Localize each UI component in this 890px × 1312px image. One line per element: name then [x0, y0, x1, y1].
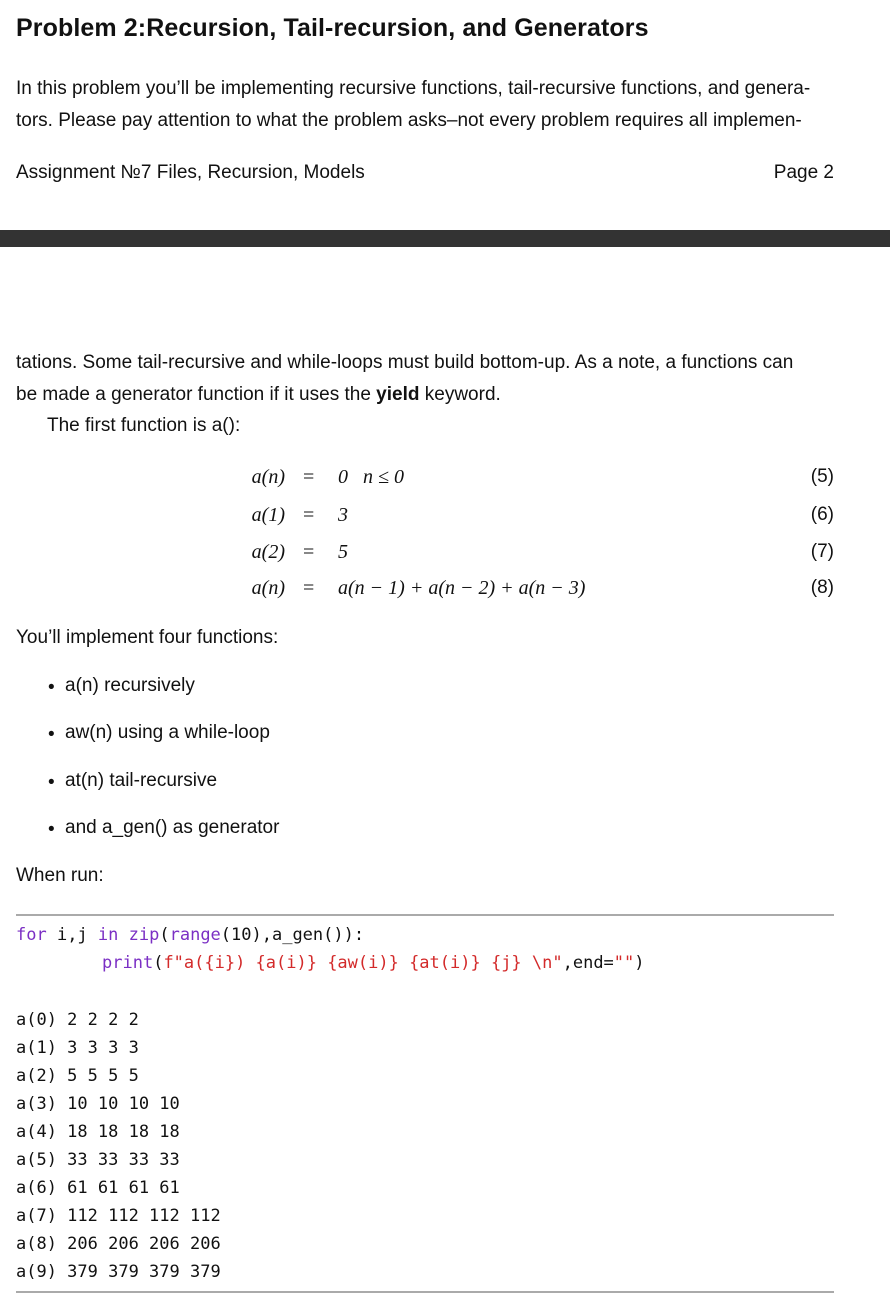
bullet-icon: •: [48, 772, 55, 793]
intro-line-2: tors. Please pay attention to what the problem asks–not every problem requires all implemen-: [16, 110, 802, 131]
first-function-intro: The first function is a():: [47, 415, 241, 436]
equation-equals: =: [303, 541, 315, 563]
equation-rhs: 3: [338, 504, 348, 526]
equation-equals: =: [303, 504, 315, 526]
code-vars: i,j: [46, 925, 98, 945]
problem-title: Problem 2:Recursion, Tail-recursion, and Generators: [16, 14, 649, 42]
output-line: a(0) 2 2 2 2: [16, 1010, 139, 1030]
bullet-icon: •: [48, 677, 55, 698]
end-arg: ,end=: [562, 953, 614, 973]
format-string: f"a({i}) {a(i)} {aw(i)} {at(i)} {j} \n": [163, 953, 563, 973]
end-string: "": [613, 953, 635, 973]
bullet-icon: •: [48, 724, 55, 745]
when-run-label: When run:: [16, 865, 104, 886]
task-item: at(n) tail-recursive: [65, 770, 218, 791]
keyword-for: for: [16, 925, 47, 945]
equation-equals: =: [303, 466, 315, 488]
equation-rhs: a(n − 1) + a(n − 2) + a(n − 3): [338, 577, 586, 599]
equation-number: (5): [810, 466, 834, 487]
continuation-line-2: [16, 379, 501, 411]
code-paren-close: ): [634, 953, 645, 973]
equation-lhs: a(1): [251, 504, 285, 526]
builtin-print: print: [102, 953, 154, 973]
code-paren: (: [159, 925, 170, 945]
equation-number: (6): [810, 504, 834, 525]
output-line: a(2) 5 5 5 5: [16, 1066, 139, 1086]
code-args: (10),a_gen()):: [220, 925, 365, 945]
code-line-1: [16, 925, 364, 945]
equation-number: (7): [810, 541, 834, 562]
equation-lhs: a(2): [251, 541, 285, 563]
task-item: and a_gen() as generator: [65, 817, 280, 838]
code-bottom-rule: [16, 1291, 834, 1293]
builtin-range: range: [169, 925, 221, 945]
output-line: a(8) 206 206 206 206: [16, 1234, 221, 1254]
output-line: a(9) 379 379 379 379: [16, 1262, 221, 1282]
equation-lhs: a(n): [251, 577, 285, 599]
continuation-text: be made a generator function if it uses the: [16, 384, 377, 405]
equation-lhs: a(n): [251, 466, 285, 488]
output-line: a(3) 10 10 10 10: [16, 1094, 180, 1114]
task-item: a(n) recursively: [65, 675, 195, 696]
yield-keyword: yield: [376, 384, 420, 405]
equation-number: (8): [810, 577, 834, 598]
equation-rhs: 5: [338, 541, 348, 563]
continuation-line-1: tations. Some tail-recursive and while-loops must build bottom-up. As a note, a functions can: [16, 352, 794, 373]
assignment-label: Assignment №7 Files, Recursion, Models: [16, 162, 365, 183]
page-number: Page 2: [773, 162, 834, 183]
page-divider: [0, 230, 890, 247]
output-line: a(7) 112 112 112 112: [16, 1206, 221, 1226]
task-item: aw(n) using a while-loop: [65, 722, 270, 743]
bullet-icon: •: [48, 819, 55, 840]
output-line: a(4) 18 18 18 18: [16, 1122, 180, 1142]
intro-line-1: In this problem you’ll be implementing recursive functions, tail-recursive functions, and genera-: [16, 78, 811, 99]
code-top-rule: [16, 914, 834, 916]
equation-equals: =: [303, 577, 315, 599]
code-line-2: [102, 953, 645, 973]
output-line: a(1) 3 3 3 3: [16, 1038, 139, 1058]
code-paren: (: [153, 953, 164, 973]
builtin-zip: zip: [128, 925, 160, 945]
tasks-intro: You’ll implement four functions:: [16, 627, 279, 648]
output-line: a(5) 33 33 33 33: [16, 1150, 180, 1170]
continuation-text-end: keyword.: [419, 384, 501, 405]
output-line: a(6) 61 61 61 61: [16, 1178, 180, 1198]
equation-rhs: 0 n ≤ 0: [338, 466, 404, 488]
keyword-in: in: [97, 925, 119, 945]
